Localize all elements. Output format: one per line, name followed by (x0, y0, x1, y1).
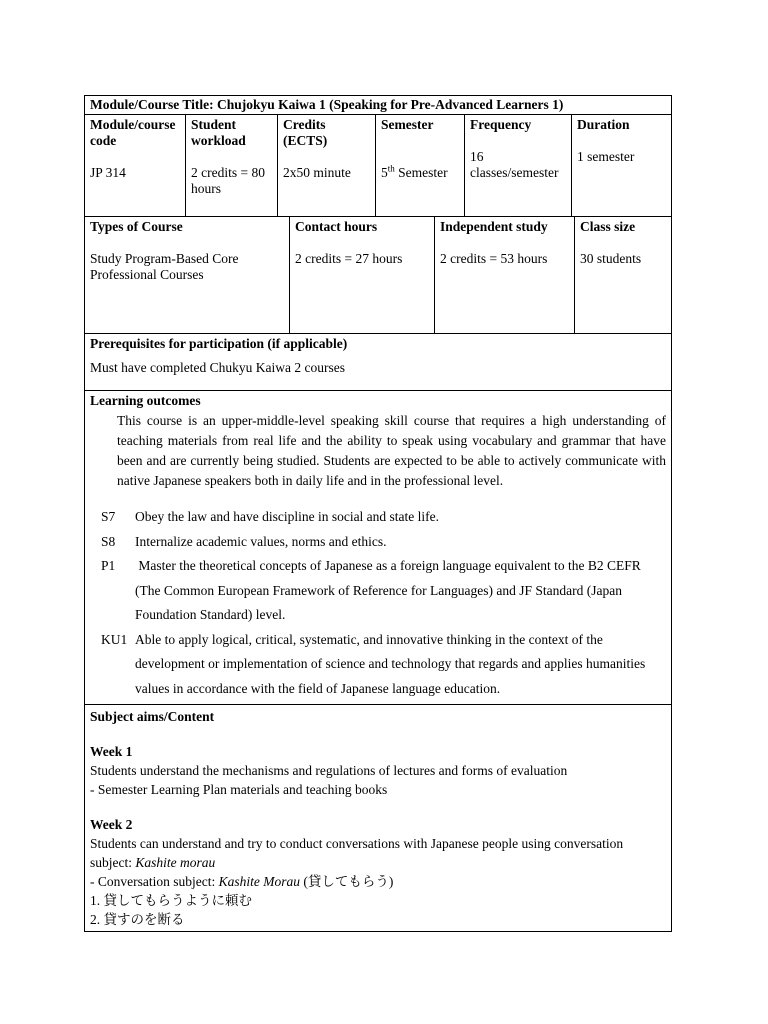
prerequisites-row (85, 334, 671, 391)
module-code-value: JP 314 (90, 165, 126, 180)
week-2-description: Students can understand and try to conduct conversations with Japanese people using conversation subject: Kashite morau (90, 836, 624, 870)
course-table (84, 95, 672, 932)
outcome-text: Able to apply logical, critical, systematic, and innovative thinking in the context of the development or implementation of science and technology that regards and applies humanities values in accordance with the field of Japanese language education. (135, 631, 646, 696)
contact-hours-cell (290, 217, 435, 333)
week-1-label: Week 1 (90, 744, 133, 759)
types-of-course-value: Study Program-Based Core Professional Courses (90, 251, 239, 282)
duration-value: 1 semester (577, 149, 635, 164)
independent-study-cell (435, 217, 575, 333)
class-size-label: Class size (580, 219, 636, 234)
week-2-item-2: 2. 貸すのを断る (90, 912, 185, 927)
week-1-description: Students understand the mechanisms and regulations of lectures and forms of evaluation (90, 763, 568, 778)
week-2-conversation-subject: - Conversation subject: Kashite Morau (貸してもらう) (90, 874, 394, 889)
independent-study-label: Independent study (440, 219, 548, 234)
outcome-code: S7 (101, 509, 116, 524)
credits-value: 2x50 minute (283, 165, 351, 180)
module-code-cell (85, 115, 186, 216)
class-size-cell (575, 217, 671, 333)
workload-value: 2 credits = 80 hours (191, 165, 265, 196)
duration-label: Duration (577, 117, 630, 132)
subject-content-row (85, 705, 671, 931)
semester-cell (376, 115, 465, 216)
semester-value: 5th Semester (381, 163, 448, 180)
module-code-label: Module/course code (90, 117, 176, 148)
outcome-text: Master the theoretical concepts of Japanese as a foreign language equivalent to the B2 CEFR (The Common European Framework of Reference for Languages) and JF Standard (Japan Foundation Standard) level. (135, 558, 645, 622)
credits-label: Credits (ECTS) (283, 117, 328, 148)
outcome-code: S8 (101, 533, 116, 549)
outcome-item (101, 530, 666, 555)
types-of-course-label: Types of Course (90, 219, 183, 234)
contact-hours-label: Contact hours (295, 219, 378, 234)
frequency-label: Frequency (470, 117, 532, 132)
semester-label: Semester (381, 117, 434, 132)
workload-cell (186, 115, 278, 216)
outcome-text: Internalize academic values, norms and ethics. (135, 533, 387, 549)
outcome-item (101, 628, 666, 702)
subject-label: Subject aims/Content (90, 709, 215, 724)
outcome-code: KU1 (101, 631, 128, 647)
outcome-code: P1 (101, 558, 116, 573)
module-title: Module/Course Title: Chujokyu Kaiwa 1 (Speaking for Pre-Advanced Learners 1) (85, 96, 671, 115)
independent-study-value: 2 credits = 53 hours (440, 251, 548, 266)
learning-outcomes-row (85, 391, 671, 705)
credits-cell (278, 115, 376, 216)
frequency-value: 16 classes/semester (470, 149, 559, 180)
week-1-materials: - Semester Learning Plan materials and teaching books (90, 782, 388, 797)
course-info-row (85, 115, 671, 217)
types-of-course-cell (85, 217, 290, 333)
week-2-item-1: 1. 貸してもらうように頼む (90, 893, 252, 908)
learning-outcomes-label: Learning outcomes (90, 393, 201, 408)
prerequisites-value: Must have completed Chukyu Kaiwa 2 courses (90, 360, 345, 375)
week-2-label: Week 2 (90, 817, 133, 832)
outcome-item (101, 505, 666, 530)
duration-cell (572, 115, 671, 216)
workload-label: Student workload (191, 117, 246, 148)
outcome-item (101, 554, 666, 628)
contact-hours-value: 2 credits = 27 hours (295, 251, 403, 266)
learning-outcomes-description: This course is an upper-middle-level speaking skill course that requires a high understanding of teaching materials from real life and the ability to speak using vocabulary and grammar that have been and are currently being studied. Students are expected to be able to actively communicate with native Japanese speakers both in daily life and in the professional level. (117, 413, 666, 488)
class-size-value: 30 students (580, 251, 642, 266)
frequency-cell (465, 115, 572, 216)
course-type-row (85, 217, 671, 334)
prerequisites-label: Prerequisites for participation (if applicable) (90, 336, 348, 351)
outcome-text: Obey the law and have discipline in social and state life. (135, 509, 440, 524)
